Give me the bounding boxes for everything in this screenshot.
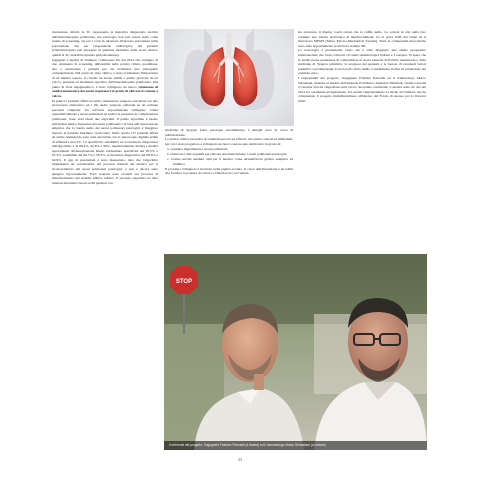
text-span: un suono simile a quello prodotto da un velcro, presente ed altamente specifico dell'interstiziopatia polmonare. Dal punto di vista ingegneristico, è stato sviluppato un nuovo	[52, 75, 159, 89]
photo-caption: Il referente del progetto, l'ingegnere Fabrizio Pancaldi (a destra) ed il reumatologo Marco Sebastiani (a sinistra)	[164, 441, 427, 450]
feature-list	[165, 147, 293, 166]
researchers-photo	[164, 254, 427, 450]
paragraph	[52, 58, 158, 99]
lungs-icon	[164, 29, 294, 126]
paragraph: La tecnologia è promettente, tanto che è stato disegnato uno studio prospettico internazionale che vede coinvolti 10 centri reumatologici italiani e 3 europei. Si spera che lo studio possa permettere di comprendere la storia naturale dell'artrite reumatoide e della sindrome di Sjogren primitiva, la prognosi dei pazienti e le fasi-ne di eventuali fattori predittivi o predisponenti. Il protocollo dello studio è attualmente in fase di valutazione del comitato etico.	[298, 48, 426, 76]
text-column-middle	[165, 128, 293, 176]
paragraph: Il prototipo sviluppato è mostrato nella pagina accanto. Il cuore dell'invenzione è un tablet che fornisce la potenza di calcolo e l'interfaccia con l'utente,	[165, 166, 293, 176]
stop-sign-text: STOP	[175, 279, 193, 285]
text-span: Ingegneri e medici di Unimore collaborano fin dal 2014 allo sviluppo di uno strumento di screening, utilizzabile nella pratica clinica quotidiana, atto a selezionare i pazienti per cui richiedere una tomografia computerizzata. Dal punto di vista clinico, è stata evidenziata l'importanza di un marker sonoro, il	[52, 57, 158, 80]
paragraph: La pratica clinica necessita di strumenti precisi ed efficaci, ma anche comodi ed immediati, per cui è stato progettato e sviluppato un nuovo stetoscopio elettronico in grado di:	[165, 137, 293, 146]
paragraph: risoluzione. Infatti, la TC rappresenta la metodica diagnostica elettiva dell'interstiziopatia polmonare, ma purtroppo non può essere usata come esame di screening, sia per i costi in relazione all'elevata prevalenza nella popolazione che per l'esposizione radiologica; dei pazienti (l'interstiziopatia può insorgere in qualsiasi momento della storia clinica, quindi la TC andrebbe ripetuta periodicamente).	[52, 30, 158, 57]
text-column-left	[52, 30, 158, 185]
paragraph: sindrome di Sjogren (altra patologia autoimmune). I dettagli sono in corso di pubblicazione.	[165, 128, 293, 137]
text-column-right	[298, 30, 426, 104]
lungs-illustration	[164, 29, 294, 126]
paragraph: In pratica i pazienti affetti da artrite reumatoide vengono auscultati con uno stetoscopio elettronico ed i file audio vengono elaborati su un comune personal computer. Un software appositamente sviluppato valuta quantitativamente i suoni polmonari ed indica la presenza di complicazioni polmonari. Sono stati ideati due algoritmi. Il primo algoritmo è basato sull'analisi tempo-frequenza dei suoni polmonari e si basa sull'osservazione empirica che la banda audio dei suoni polmonari patologici è maggiore rispetto al naturale murmure vescicolare. Nello studio 137 pazienti affetti da artrite reumatoide sono stati auscultati con lo stetoscopio digitale prima di effettuare una TC. La specificità, sensibilità ed accuratezza diagnostica dell'algoritmo è di 88.4%, 92.6% e 90%, rispettivamente; mentre i medici specializzati all'auscultazione hanno evidenziato specificità del 95.5% e 91.3%, sensibilità del 66.7% e 59.3%, accuratezza diagnostica del 68.6% e 62.9%. Il gap di prestazioni è stato inaspettato, dato che l'algoritmo implementa un sottoinsieme dei processi mentali del medico per il riconoscimento dei suoni polmonari patologici, e non è ancora stato spiegato rigorosamente. Forti sospetti sono ricaduti sui processi di mascheramento del sistema uditivo umano. Il secondo algoritmo ha dato risultati altrettanto buoni su 96 pazienti con	[52, 98, 158, 185]
bold-highlight: strumento di analisi automatica dei suoni respiratori in grado di rilevare il rantolo a velcro.	[52, 84, 158, 98]
list-item: a. acquisire digitalmente i suoni polmonari;	[167, 146, 228, 151]
paragraph: sia attraverso il display touch screen che le cuffie audio. La scatola in alto nella foto contiene una scheda elettronica di interfacciamento tra la porta USB del tablet ed il microfono MEMS (Micro Electro-Mechanical System). Tutte le componenti meccaniche sono state appositamente prodotte in stampa 3D.	[298, 30, 426, 48]
page-number: 23	[238, 458, 242, 462]
list-item: c. fornire servizi ausiliari utili per il medico come un'interfaccia grafica semplice ed intuitiva.	[167, 157, 293, 166]
paragraph: I responsabili del progetto, l'ingegnere Fabrizio Pancaldi ed il reumatologo Marco Sebastiani, insieme ai medici dell'Azienda Policlinico Andreina Manfredi, Giulia Cassone e Caterina Vacchi, ringraziano tutti coloro che hanno contribuito a rendere reale ciò che nel 2014 era solamente un'ispirazione. Un sentito ringraziamento va anche ad Unimore che ha cofinanziato il progetto multidisciplinare all'interno del Fondo di Ateneo per la Ricerca 2016.	[298, 76, 426, 103]
italic-term: crackle	[87, 75, 98, 80]
list-item: b. elaborare i dati acquisiti per rilevare automaticamente i suoni polmonari patologici;	[167, 151, 288, 156]
photo-illustration	[164, 254, 427, 450]
